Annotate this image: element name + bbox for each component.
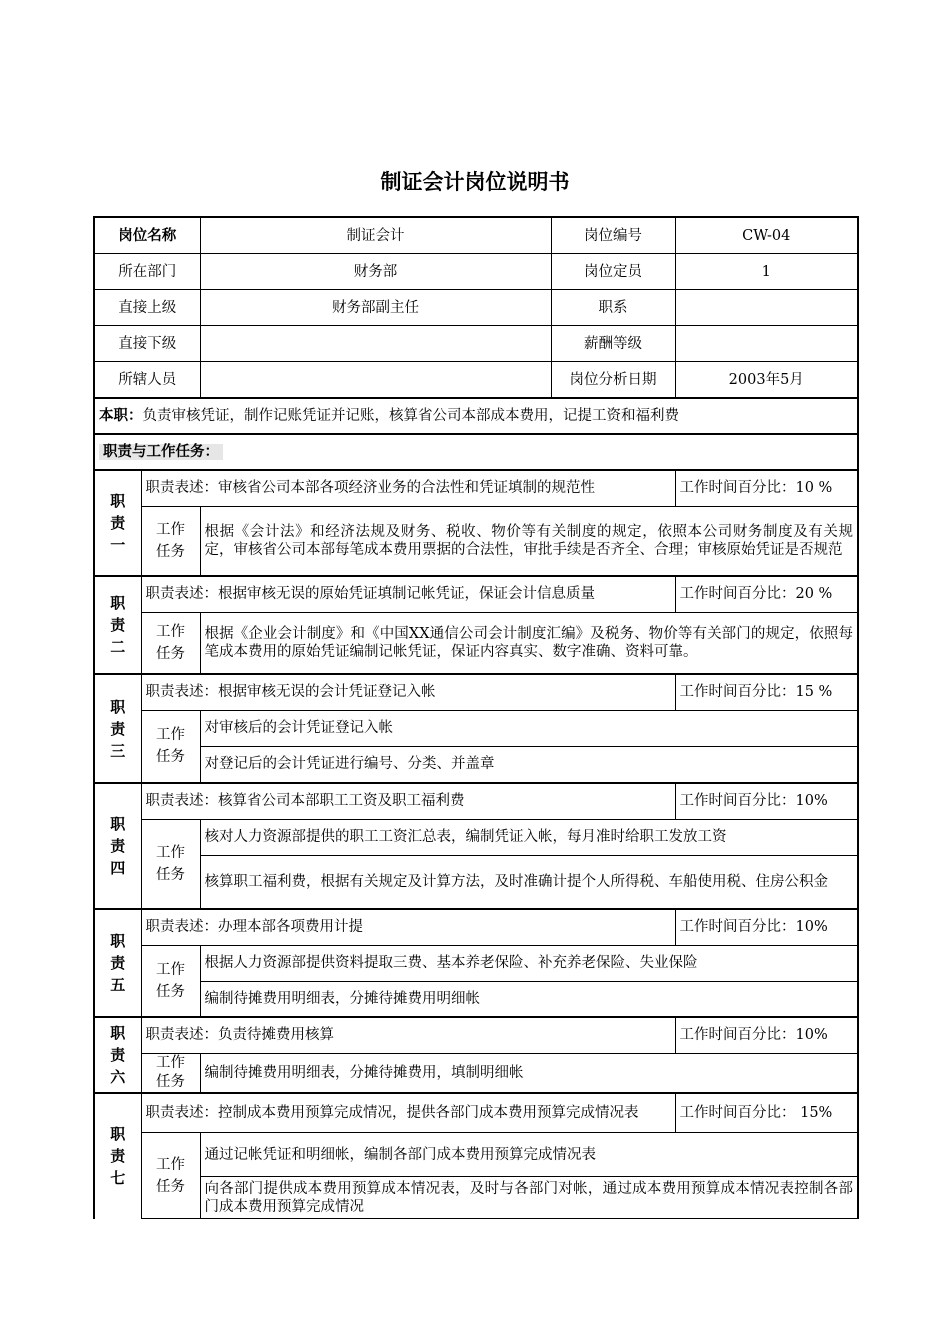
- responsibility-6-percent: 工作时间百分比：10%: [675, 1017, 858, 1053]
- dept-value: 财务部: [200, 254, 551, 290]
- responsibility-5-index: 职 责 五: [94, 909, 141, 1017]
- responsibility-1-task-1: 根据《会计法》和经济法规及财务、税收、物价等有关制度的规定，依照本公司财务制度及有关规定，审核省公司本部每笔成本费用票据的合法性，审批手续是否齐全、合理；审核原始凭证是否规范: [200, 506, 858, 576]
- responsibility-5-statement: 职责表述：办理本部各项费用计提: [141, 909, 675, 945]
- responsibility-2-index: 职 责 二: [94, 576, 141, 674]
- page-title: 制证会计岗位说明书: [380, 170, 570, 194]
- superior-label: 直接上级: [94, 290, 200, 326]
- series-value: [675, 290, 858, 326]
- date-value: 2003年5月: [675, 362, 858, 399]
- responsibility-4-statement: 职责表述：核算省公司本部职工工资及职工福利费: [141, 783, 675, 819]
- responsibility-7-index: 职 责 七: [94, 1093, 141, 1219]
- responsibility-3-statement: 职责表述：根据审核无误的会计凭证登记入帐: [141, 674, 675, 710]
- responsibility-6-task-1: 编制待摊费用明细表，分摊待摊费用，填制明细帐: [200, 1053, 858, 1093]
- quota-value: 1: [675, 254, 858, 290]
- duty-label: 本职：: [99, 408, 143, 424]
- responsibility-6-statement: 职责表述：负责待摊费用核算: [141, 1017, 675, 1053]
- responsibility-5-task-1: 根据人力资源部提供资料提取三费、基本养老保险、补充养老保险、失业保险: [200, 945, 858, 981]
- responsibility-6-index: 职 责 六: [94, 1017, 141, 1093]
- staff-label: 所辖人员: [94, 362, 200, 399]
- responsibility-5-percent: 工作时间百分比：10%: [675, 909, 858, 945]
- responsibility-2-task-1: 根据《企业会计制度》和《中国XX通信公司会计制度汇编》及税务、物价等有关部门的规定，依照每笔成本费用的原始凭证编制记帐凭证，保证内容真实、数字准确、资料可靠。: [200, 612, 858, 674]
- code-value: CW-04: [675, 217, 858, 254]
- series-label: 职系: [551, 290, 675, 326]
- duty-row: [94, 398, 858, 434]
- task-label: 工作 任务: [141, 710, 200, 783]
- responsibility-7-percent: 工作时间百分比： 15%: [675, 1093, 858, 1133]
- responsibility-7-task-1: 通过记帐凭证和明细帐，编制各部门成本费用预算完成情况表: [200, 1133, 858, 1177]
- responsibility-4-index: 职 责 四: [94, 783, 141, 909]
- staff-value: [200, 362, 551, 399]
- salary-label: 薪酬等级: [551, 326, 675, 362]
- section-header: [94, 434, 858, 470]
- responsibility-1-percent: 工作时间百分比：10 %: [675, 470, 858, 506]
- responsibility-5-task-2: 编制待摊费用明细表，分摊待摊费用明细帐: [200, 981, 858, 1017]
- salary-value: [675, 326, 858, 362]
- responsibility-7-statement: 职责表述：控制成本费用预算完成情况，提供各部门成本费用预算完成情况表: [141, 1093, 675, 1133]
- quota-label: 岗位定员: [551, 254, 675, 290]
- responsibility-3-task-2: 对登记后的会计凭证进行编号、分类、并盖章: [200, 746, 858, 783]
- duty-text: 负责审核凭证，制作记账凭证并记账，核算省公司本部成本费用，记提工资和福利费: [142, 408, 679, 424]
- responsibility-3-task-1: 对审核后的会计凭证登记入帐: [200, 710, 858, 746]
- responsibility-3-percent: 工作时间百分比：15 %: [675, 674, 858, 710]
- name-label: 岗位名称: [94, 217, 200, 254]
- task-label: 工作 任务: [141, 945, 200, 1017]
- responsibility-4-percent: 工作时间百分比：10%: [675, 783, 858, 819]
- responsibility-2-statement: 职责表述：根据审核无误的原始凭证填制记帐凭证，保证会计信息质量: [141, 576, 675, 612]
- task-label: 工作 任务: [141, 612, 200, 674]
- responsibility-2-percent: 工作时间百分比：20 %: [675, 576, 858, 612]
- responsibility-4-task-2: 核算职工福利费，根据有关规定及计算方法，及时准确计提个人所得税、车船使用税、住房公积金: [200, 855, 858, 909]
- superior-value: 财务部副主任: [200, 290, 551, 326]
- dept-label: 所在部门: [94, 254, 200, 290]
- task-label: 工作 任务: [141, 1133, 200, 1219]
- responsibility-4-task-1: 核对人力资源部提供的职工工资汇总表，编制凭证入帐，每月准时给职工发放工资: [200, 819, 858, 855]
- responsibility-3-index: 职 责 三: [94, 674, 141, 783]
- code-label: 岗位编号: [551, 217, 675, 254]
- section-label: 职责与工作任务：: [99, 444, 223, 460]
- responsibility-7-task-2: 向各部门提供成本费用预算成本情况表，及时与各部门对帐，通过成本费用预算成本情况表控制各部门成本费用预算完成情况: [200, 1177, 858, 1219]
- responsibility-1-index: 职 责 一: [94, 470, 141, 576]
- date-label: 岗位分析日期: [551, 362, 675, 399]
- responsibility-1-statement: 职责表述：审核省公司本部各项经济业务的合法性和凭证填制的规范性: [141, 470, 675, 506]
- subordinate-value: [200, 326, 551, 362]
- name-value: 制证会计: [200, 217, 551, 254]
- task-label: 工作 任务: [141, 819, 200, 909]
- task-label: 工作 任务: [141, 1053, 200, 1093]
- task-label: 工作 任务: [141, 506, 200, 576]
- job-description-table: [93, 216, 857, 1219]
- subordinate-label: 直接下级: [94, 326, 200, 362]
